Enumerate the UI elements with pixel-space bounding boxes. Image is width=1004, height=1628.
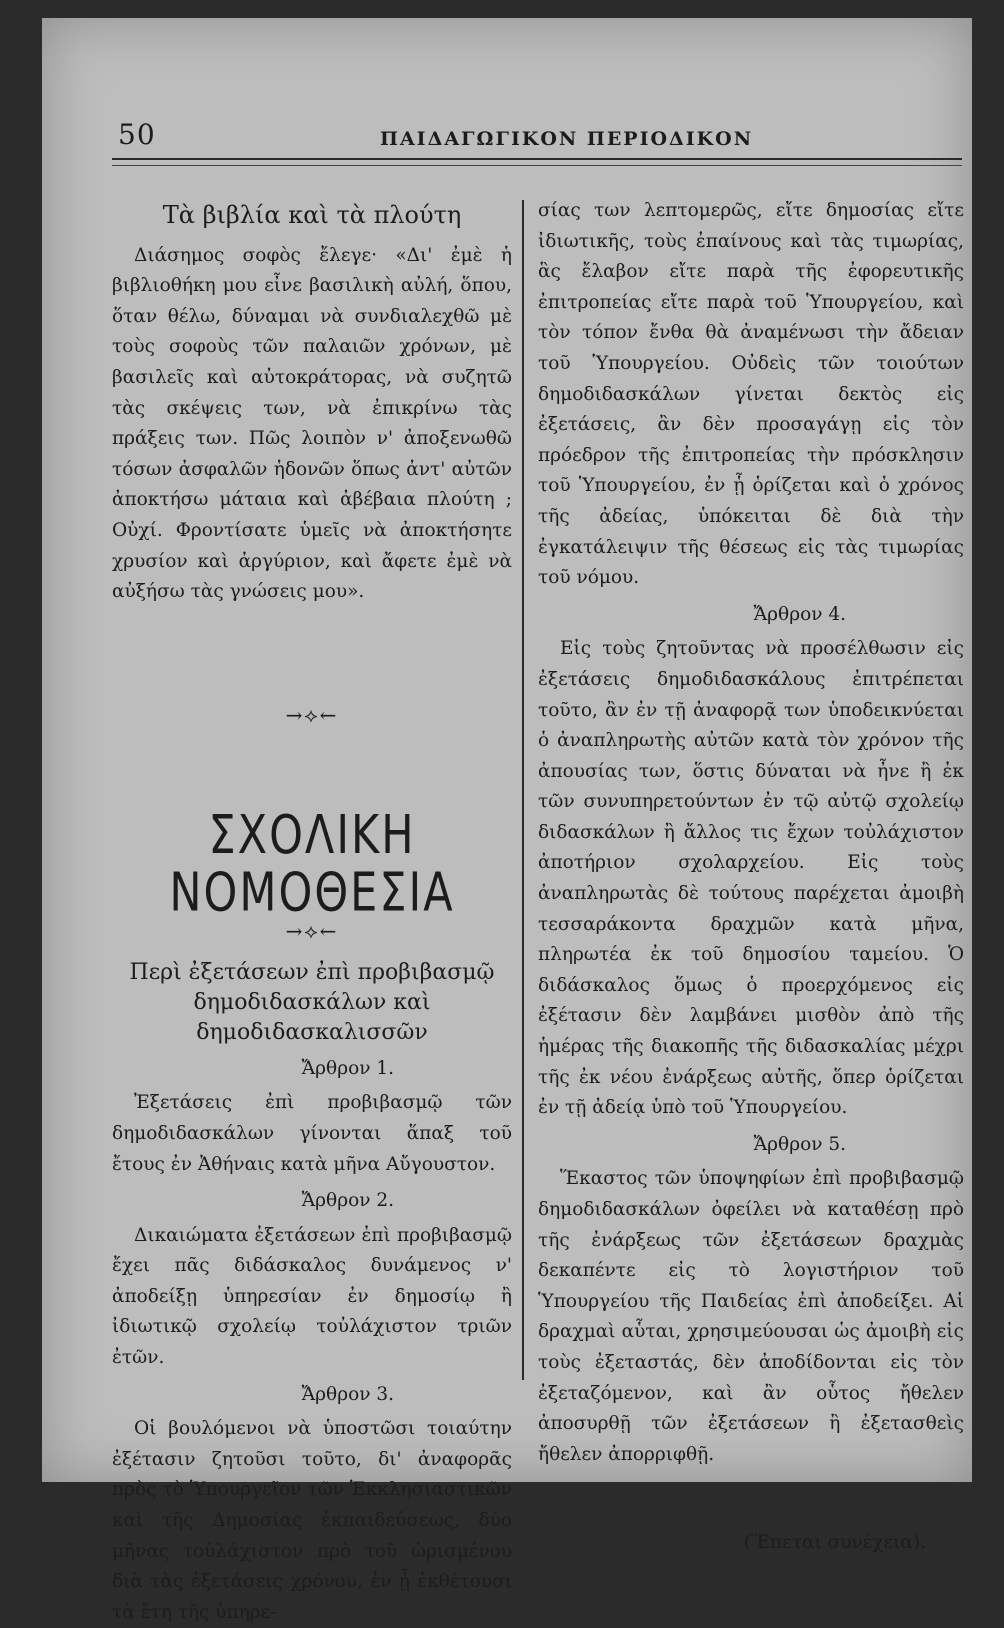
right-column (538, 196, 964, 1559)
page-number: 50 (118, 118, 156, 151)
running-title: ΠΑΙΔΑΓΩΓΙΚΟΝ ΠΕΡΙΟΔΙΚΟΝ (380, 128, 754, 150)
article-1-text: Ἐξετάσεις ἐπὶ προβιβασμῷ τῶν δημοδιδασκάλων γίνονται ἅπαξ τοῦ ἔτους ἐν Ἀθήναις κατὰ μῆνα Αὔγουστον. (112, 1092, 512, 1175)
column-divider (522, 200, 524, 1380)
article-3-heading: Ἄρθρον 3. (301, 1383, 394, 1405)
ornament-divider: →⟡← (285, 702, 339, 727)
article-1-heading: Ἄρθρον 1. (301, 1057, 394, 1079)
left-column (112, 196, 512, 1628)
article-2-text: Δικαιώματα ἐξετάσεων ἐπὶ προβιβασμῷ ἔχει πᾶς διδάσκαλος δυνάμενος ν' ἀποδείξῃ ὑπηρεσίαν ἐν δημοσίῳ ἢ ἰδιωτικῷ σχολείῳ τοὐλάχιστον τριῶν ἐτῶν. (112, 1224, 512, 1369)
section-title: ΣΧΟΛΙΚΗ ΝΟΜΟΘΕΣΙΑ (169, 803, 455, 924)
article-5-heading: Ἄρθρον 5. (753, 1133, 846, 1155)
article-paragraph: Διάσημος σοφὸς ἔλεγε· «Δι' ἐμὲ ἡ βιβλιοθήκη μου εἶνε βασιλικὴ αὐλή, ὅπου, ὅταν θέλω, δύναμαι νὰ συνδιαλεχθῶ μὲ τοὺς σοφοὺς τῶν παλαιῶν χρόνων, μὲ βασιλεῖς καὶ αὐτοκράτορας, νὰ συζητῶ τὰς σκέψεις των, νὰ ἐπικρίνω τὰς πράξεις των. Πῶς λοιπὸν ν' ἀποξενωθῶ τόσων ἀσφαλῶν ἡδονῶν ὅπως ἀντ' αὐτῶν ἀποκτήσω μάταια καὶ ἀβέβαια πλούτη ; Οὐχί. Φροντίσατε ὑμεῖς νὰ ἀποκτήσητε χρυσίον καὶ ἀργύριον, καὶ ἄφετε ἐμὲ νὰ αὐξήσω τὰς γνώσεις μου». (112, 244, 512, 603)
continuation-note: (Ἕπεται συνέχεια). (743, 1532, 926, 1554)
article-4-heading: Ἄρθρον 4. (753, 603, 846, 625)
ornament-divider-2: →⟡← (285, 918, 339, 943)
header-rule (112, 158, 962, 160)
law-title: Περὶ ἐξετάσεων ἐπὶ προβιβασμῷ δημοδιδασκάλων καὶ δημοδιδασκαλισσῶν (129, 959, 495, 1045)
header-rule-thin (112, 165, 962, 166)
article-title: Τὰ βιβλία καὶ τὰ πλούτη (162, 201, 462, 229)
article-4-text: Εἰς τοὺς ζητοῦντας νὰ προσέλθωσιν εἰς ἐξετάσεις δημοδιδασκάλους ἐπιτρέπεται τοῦτο, ἂν ἐν τῇ ἀναφορᾷ των ὑποδεικνύεται ὁ ἀναπληρωτὴς αὐτῶν κατὰ τὸν χρόνον τῆς ἀπουσίας των, ὅστις δύναται νὰ ἦνε ἢ ἐκ τῶν συνυπηρετούντων ἐν τῷ αὐτῷ σχολείῳ διδασκάλων ἢ ἄλλος τις ἔχων τοὐλάχιστον ἀποτήριον σχολαρχείου. Εἰς τοὺς ἀναπληρωτὰς δὲ τούτους παρέχεται ἀμοιβὴ τεσσαράκοντα δραχμῶν κατὰ μῆνα, πληρωτέα ἐκ τοῦ δημοσίου ταμείου. Ὁ διδάσκαλος ὅμως ὁ προερχόμενος εἰς ἐξέτασιν δὲν λαμβάνει μισθὸν ἀπὸ τῆς ἡμέρας τῆς διακοπῆς τῆς διδασκαλίας μέχρι τῆς ἐκ νέου ἐνάρξεως αὐτῆς, ὅπερ ὁρίζεται ἐν τῇ ἀδείᾳ ὑπὸ τοῦ Ὑπουργείου. (538, 638, 964, 1119)
article-3-text: Οἱ βουλόμενοι νὰ ὑποστῶσι τοιαύτην ἐξέτασιν ζητοῦσι τοῦτο, δι' ἀναφορᾶς πρὸς τὸ Ὑπουργεῖον τῶν Ἐκκλησιαστικῶν καὶ τῆς Δημοσίας ἐκπαιδεύσεως, δύο μῆνας τοὐλάχιστον πρὸ τοῦ ὡρισμένου διὰ τὰς ἐξετάσεις χρόνου, ἐν ᾗ ἐκθέτουσι τὰ ἔτη τῆς ὑπηρε- (112, 1418, 512, 1623)
article-2-heading: Ἄρθρον 2. (301, 1190, 394, 1212)
article-3-continued: σίας των λεπτομερῶς, εἴτε δημοσίας εἴτε ἰδιωτικῆς, τοὺς ἐπαίνους καὶ τὰς τιμωρίας, ἃς ἔλαβον εἴτε παρὰ τῆς ἐφορευτικῆς ἐπιτροπείας εἴτε παρὰ τοῦ Ὑπουργείου, καὶ τὸν τόπον ἔνθα θὰ ἀναμένωσι τὴν ἄδειαν τοῦ Ὑπουργείου. Οὐδεὶς τῶν τοιούτων δημοδιδασκάλων γίνεται δεκτὸς εἰς ἐξετάσεις, ἂν δὲν προσαγάγῃ εἰς τὸν πρόεδρον τῆς ἐπιτροπείας τὴν πρόσκλησιν τοῦ Ὑπουργείου, ἐν ᾗ ὁρίζεται καὶ ὁ χρόνος τῆς ἀδείας, ὑπόκειται δὲ διὰ τὴν ἐγκατάλειψιν τῆς θέσεως εἰς τὰς τιμωρίας τοῦ νόμου. (538, 200, 964, 589)
article-5-text: Ἕκαστος τῶν ὑποψηφίων ἐπὶ προβιβασμῷ δημοδιδασκάλων ὀφείλει νὰ καταθέσῃ πρὸ τῆς ἐνάρξεως τῶν ἐξετάσεων δραχμὰς δεκαπέντε εἰς τὸ λογιστήριον τοῦ Ὑπουργείου τῆς Παιδείας ἐπὶ ἀποδείξει. Αἱ δραχμαὶ αὗται, χρησιμεύουσαι ὡς ἀμοιβὴ εἰς τοὺς ἐξεταστάς, δὲν ἀποδίδονται εἰς τὸν ἐξεταζόμενον, καὶ ἂν οὗτος ἤθελεν ἀποσυρθῇ τῶν ἐξετάσεων ἢ ἐξετασθεὶς ἤθελεν ἀπορριφθῇ. (538, 1168, 964, 1465)
